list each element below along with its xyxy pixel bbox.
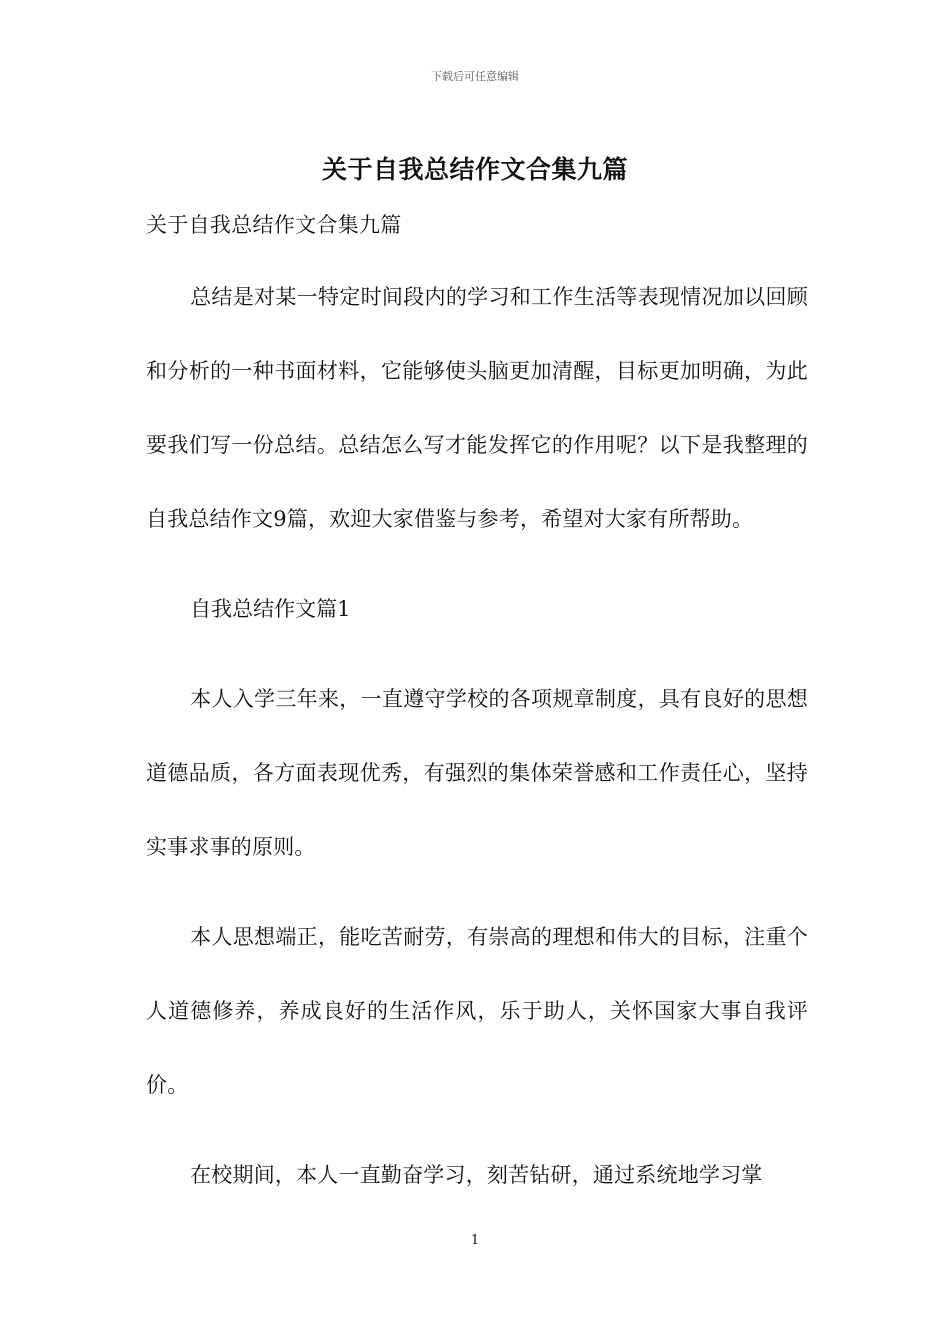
document-subtitle: 关于自我总结作文合集九篇	[146, 213, 402, 237]
document-body	[146, 206, 808, 1246]
body-paragraph: 在校期间，本人一直勤奋学习，刻苦钻研，通过系统地学习掌	[190, 1163, 763, 1187]
page-number: 1	[470, 1233, 480, 1248]
intro-paragraph: 总结是对某一特定时间段内的学习和工作生活等表现情况加以回顾和分析的一种书面材料，它能够使头脑更加清醒，目标更加明确，为此要我们写一份总结。总结怎么写才能发挥它的作用呢？以下是我整理的自我总结作文9篇，欢迎大家借鉴与参考，希望对大家有所帮助。	[146, 285, 808, 531]
document-title: 关于自我总结作文合集九篇	[321, 155, 628, 184]
body-paragraph: 本人入学三年来，一直遵守学校的各项规章制度，具有良好的思想道德品质，各方面表现优秀，有强烈的集体荣誉感和工作责任心，坚持实事求事的原则。	[146, 687, 808, 859]
body-paragraph: 本人思想端正，能吃苦耐劳，有崇高的理想和伟大的目标，注重个人道德修养，养成良好的生活作风，乐于助人，关怀国家大事自我评价。	[146, 925, 808, 1097]
section-heading: 自我总结作文篇1	[190, 597, 351, 621]
header-note: 下载后可任意编辑	[431, 70, 519, 83]
